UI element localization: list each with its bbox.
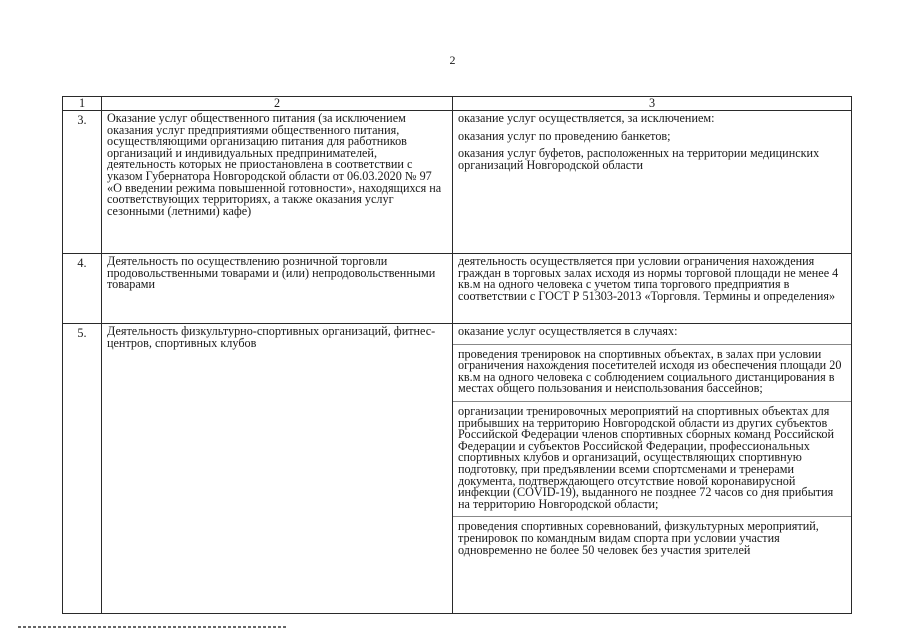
row-number — [63, 111, 102, 254]
row-number — [63, 254, 102, 324]
paragraph-divider — [453, 516, 851, 517]
header-col-1: 1 — [63, 97, 102, 111]
table-row — [63, 324, 852, 614]
condition-paragraph: проведения спортивных соревнований, физкультурных мероприятий, тренировок по командным видам спорта при условии участия одновременно не более 50 человек без участия зрителей — [458, 519, 819, 557]
table-row — [63, 254, 852, 324]
page-number: 2 — [449, 53, 456, 67]
header-col-2: 2 — [102, 97, 453, 111]
condition-paragraph: оказания услуг буфетов, расположенных на территории медицинских организаций Новгородской области — [458, 146, 820, 172]
conditions-cell — [453, 111, 852, 254]
condition-paragraph: оказание услуг осуществляется в случаях: — [458, 324, 678, 338]
condition-paragraph: организации тренировочных мероприятий на спортивных объектах для прибывших на территорию Новгородской области из других субъектов Российской Федерации членов спортивных сборных команд Российской Федерации и субъектов Российской Федерации, профессиональных спортивных клубов и организаций, осуществляющих спортивную подготовку, при предъявлении всеми спортсменами и тренерами документа, подтверждающего отсутствие новой коронавирусной инфекции (COVID-19), выданного не позднее 72 часов со дня прибытия на территорию Новгородской области; — [458, 403, 834, 511]
row-number-text: 4. — [77, 256, 87, 270]
paragraph-divider — [453, 344, 851, 345]
condition-paragraph: проведения тренировок на спортивных объектах, в залах при условии ограничения нахождения посетителей исходя из обеспечения площади 20 кв.м на одного человека с соблюдением социального дистанцирования в местах общего пользования и неиспользования бассейнов; — [458, 346, 842, 396]
row-number-text: 3. — [77, 113, 87, 127]
header-col-3: 3 — [453, 97, 852, 111]
scan-footer-mark — [18, 626, 288, 628]
condition-paragraph: оказания услуг по проведению банкетов; — [458, 128, 671, 143]
activity-cell — [102, 111, 453, 254]
conditions-cell — [453, 324, 852, 614]
condition-paragraph: оказание услуг осуществляется, за исключением: — [458, 111, 715, 125]
row-number — [63, 324, 102, 614]
paragraph-divider — [453, 401, 851, 402]
activity-cell — [102, 324, 453, 614]
regulations-table — [62, 96, 852, 614]
table-row — [63, 111, 852, 254]
activity-text: Деятельность по осуществлению розничной торговли продовольственными товарами и (или) непродовольственными товарами — [107, 254, 436, 292]
table-header-row — [63, 97, 852, 111]
conditions-cell — [453, 254, 852, 324]
row-number-text: 5. — [77, 326, 87, 340]
condition-paragraph: деятельность осуществляется при условии ограничения нахождения граждан в торговых залах исходя из нормы торговой площади не менее 4 кв.м на одного человека с учетом типа торгового предприятия в соответствии с ГОСТ Р 51303-2013 «Торговля. Термины и определения» — [458, 254, 839, 303]
activity-cell — [102, 254, 453, 324]
activity-text: Оказание услуг общественного питания (за исключением оказания услуг предприятиями общественного питания, осуществляющими организацию питания для работников организаций и индивидуальных предпринимателей, деятельность которых не приостановлена в соответствии с указом Губернатора Новгородской области от 06.03.2020 № 97 «О введении режима повышенной готовности», находящихся на соответствующих территориях, а также оказания услуг сезонными (летними) кафе) — [107, 111, 442, 218]
activity-text: Деятельность физкультурно-спортивных организаций, фитнес-центров, спортивных клубов — [107, 324, 436, 350]
